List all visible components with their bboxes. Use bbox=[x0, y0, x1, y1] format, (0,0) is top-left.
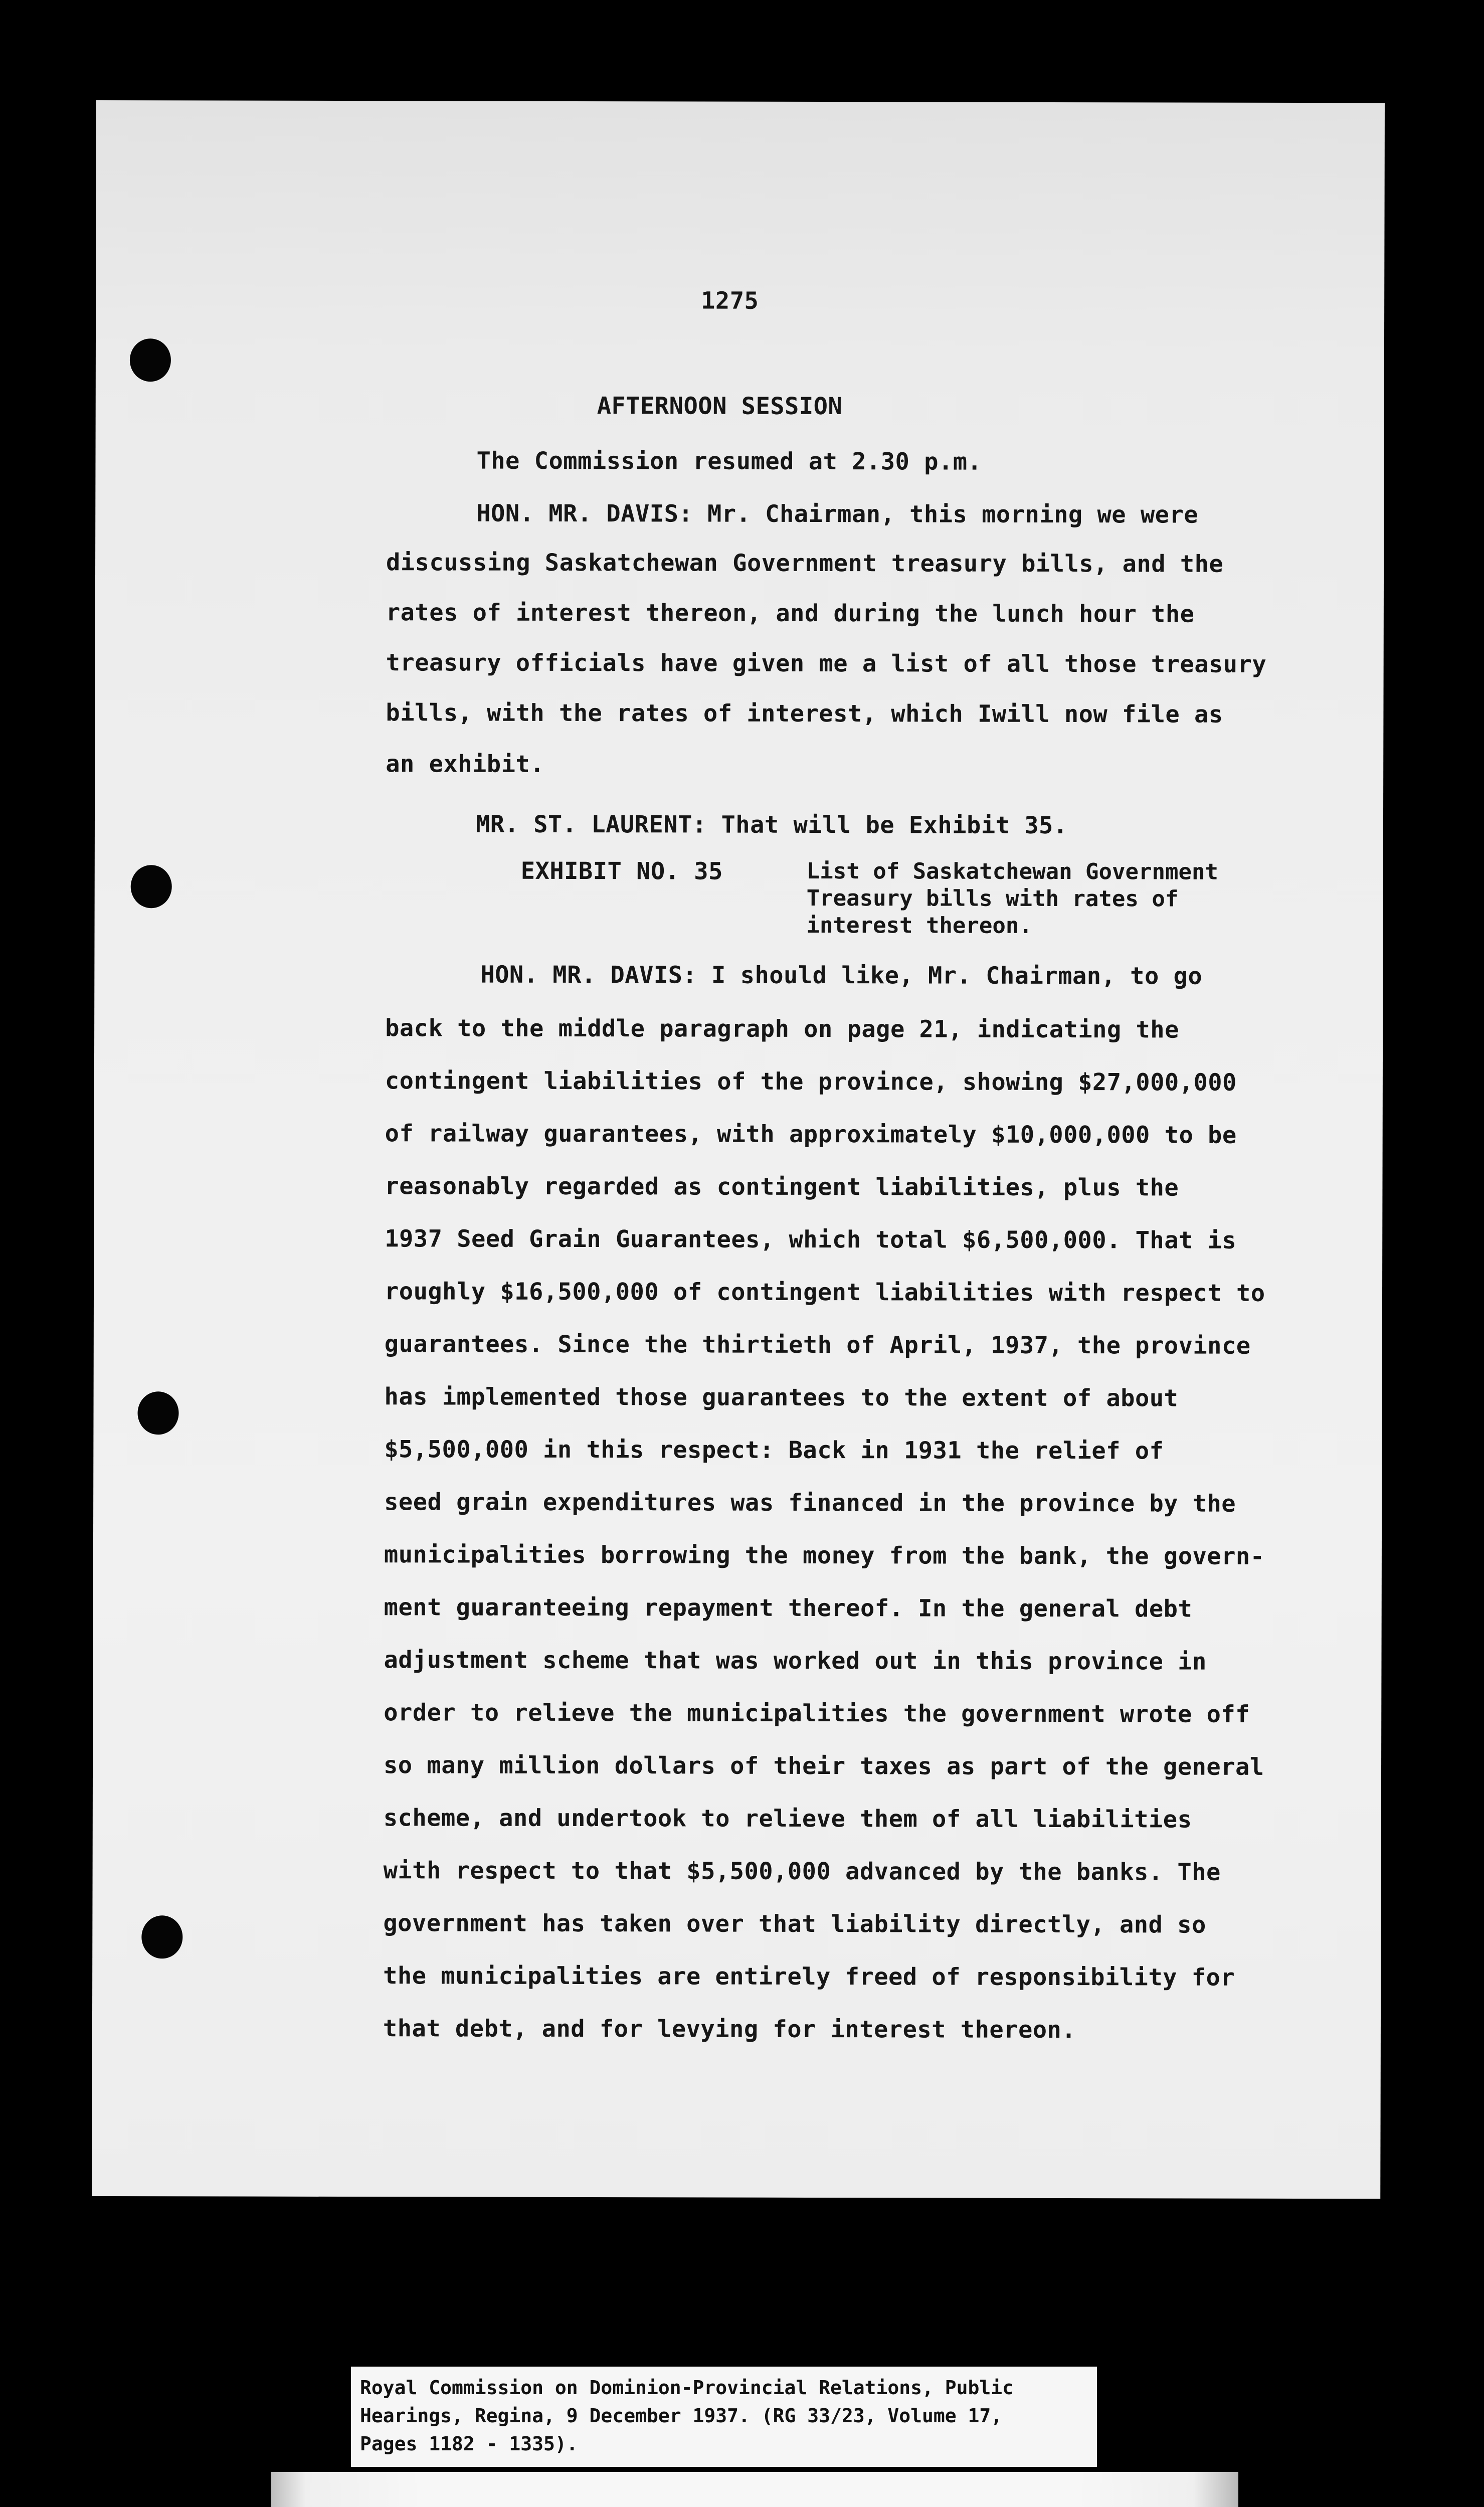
punch-hole-4 bbox=[141, 1915, 182, 1958]
paragraph-line: has implemented those guarantees to the extent of about bbox=[384, 1383, 1179, 1412]
exhibit-description bbox=[806, 858, 1218, 940]
paragraph-line: that debt, and for levying for interest thereon. bbox=[383, 2015, 1076, 2044]
paragraph-line: contingent liabilities of the province, showing $27,000,000 bbox=[385, 1067, 1237, 1097]
text-line: HON. MR. DAVIS: Mr. Chairman, this morning we were bbox=[476, 499, 1199, 529]
paragraph-line: ment guaranteeing repayment thereof. In the general debt bbox=[384, 1593, 1193, 1623]
section-heading: AFTERNOON SESSION bbox=[597, 392, 843, 421]
text-line: rates of interest thereon, and during the lunch hour the bbox=[386, 599, 1195, 628]
paragraph-line: HON. MR. DAVIS: I should like, Mr. Chairman, to go bbox=[480, 961, 1203, 990]
paragraph-line: guarantees. Since the thirtieth of April, 1937, the province bbox=[384, 1330, 1251, 1360]
paragraph-line: seed grain expenditures was financed in the province by the bbox=[384, 1488, 1236, 1518]
paragraph-line: 1937 Seed Grain Guarantees, which total $6,500,000. That is bbox=[385, 1225, 1237, 1255]
citation-line: Royal Commission on Dominion-Provincial Relations, Public bbox=[360, 2377, 1014, 2399]
paragraph-line: $5,500,000 in this respect: Back in 1931 the relief of bbox=[384, 1436, 1164, 1465]
paragraph-line: scheme, and undertook to relieve them of all liabilities bbox=[383, 1804, 1192, 1834]
punch-hole-3 bbox=[137, 1391, 178, 1435]
paragraph-line: the municipalities are entirely freed of responsibility for bbox=[383, 1962, 1235, 1992]
citation-line: Hearings, Regina, 9 December 1937. (RG 33/23, Volume 17, bbox=[360, 2405, 1003, 2427]
exhibit-label: EXHIBIT NO. 35 bbox=[520, 857, 723, 885]
page-number: 1275 bbox=[701, 287, 759, 315]
paragraph-line: government has taken over that liability directly, and so bbox=[383, 1909, 1206, 1939]
text-line: The Commission resumed at 2.30 p.m. bbox=[476, 447, 982, 476]
text-line: treasury officials have given me a list of all those treasury bbox=[386, 649, 1267, 678]
text-line: an exhibit. bbox=[386, 750, 545, 778]
document-page bbox=[92, 100, 1385, 2199]
paragraph-line: order to relieve the municipalities the government wrote off bbox=[384, 1699, 1250, 1728]
paragraph-line: municipalities borrowing the money from the bank, the govern- bbox=[384, 1541, 1265, 1570]
paragraph-line: reasonably regarded as contingent liabilities, plus the bbox=[385, 1172, 1179, 1202]
text-line: MR. ST. LAURENT: That will be Exhibit 35. bbox=[475, 810, 1068, 840]
citation-label bbox=[351, 2367, 1097, 2467]
paragraph-line: roughly $16,500,000 of contingent liabilities with respect to bbox=[384, 1278, 1265, 1307]
exhibit-description-line: interest thereon. bbox=[806, 912, 1032, 939]
text-line: discussing Saskatchewan Government treasury bills, and the bbox=[386, 549, 1224, 578]
citation-line: Pages 1182 - 1335). bbox=[360, 2433, 578, 2455]
exhibit-description-line: List of Saskatchewan Government bbox=[806, 858, 1219, 885]
text-line: bills, with the rates of interest, which Iwill now file as bbox=[386, 699, 1223, 729]
archives-stamp bbox=[271, 2472, 1238, 2507]
paragraph-line: adjustment scheme that was worked out in this province in bbox=[384, 1646, 1207, 1676]
punch-hole-2 bbox=[131, 865, 172, 908]
paragraph-line: with respect to that $5,500,000 advanced by the banks. The bbox=[383, 1857, 1221, 1886]
paragraph-line: back to the middle paragraph on page 21, indicating the bbox=[385, 1014, 1179, 1044]
paragraph-line: of railway guarantees, with approximately $10,000,000 to be bbox=[385, 1120, 1237, 1149]
exhibit-description-line: Treasury bills with rates of bbox=[806, 885, 1179, 912]
punch-hole-1 bbox=[130, 338, 171, 382]
paragraph-line: so many million dollars of their taxes as part of the general bbox=[383, 1751, 1264, 1781]
